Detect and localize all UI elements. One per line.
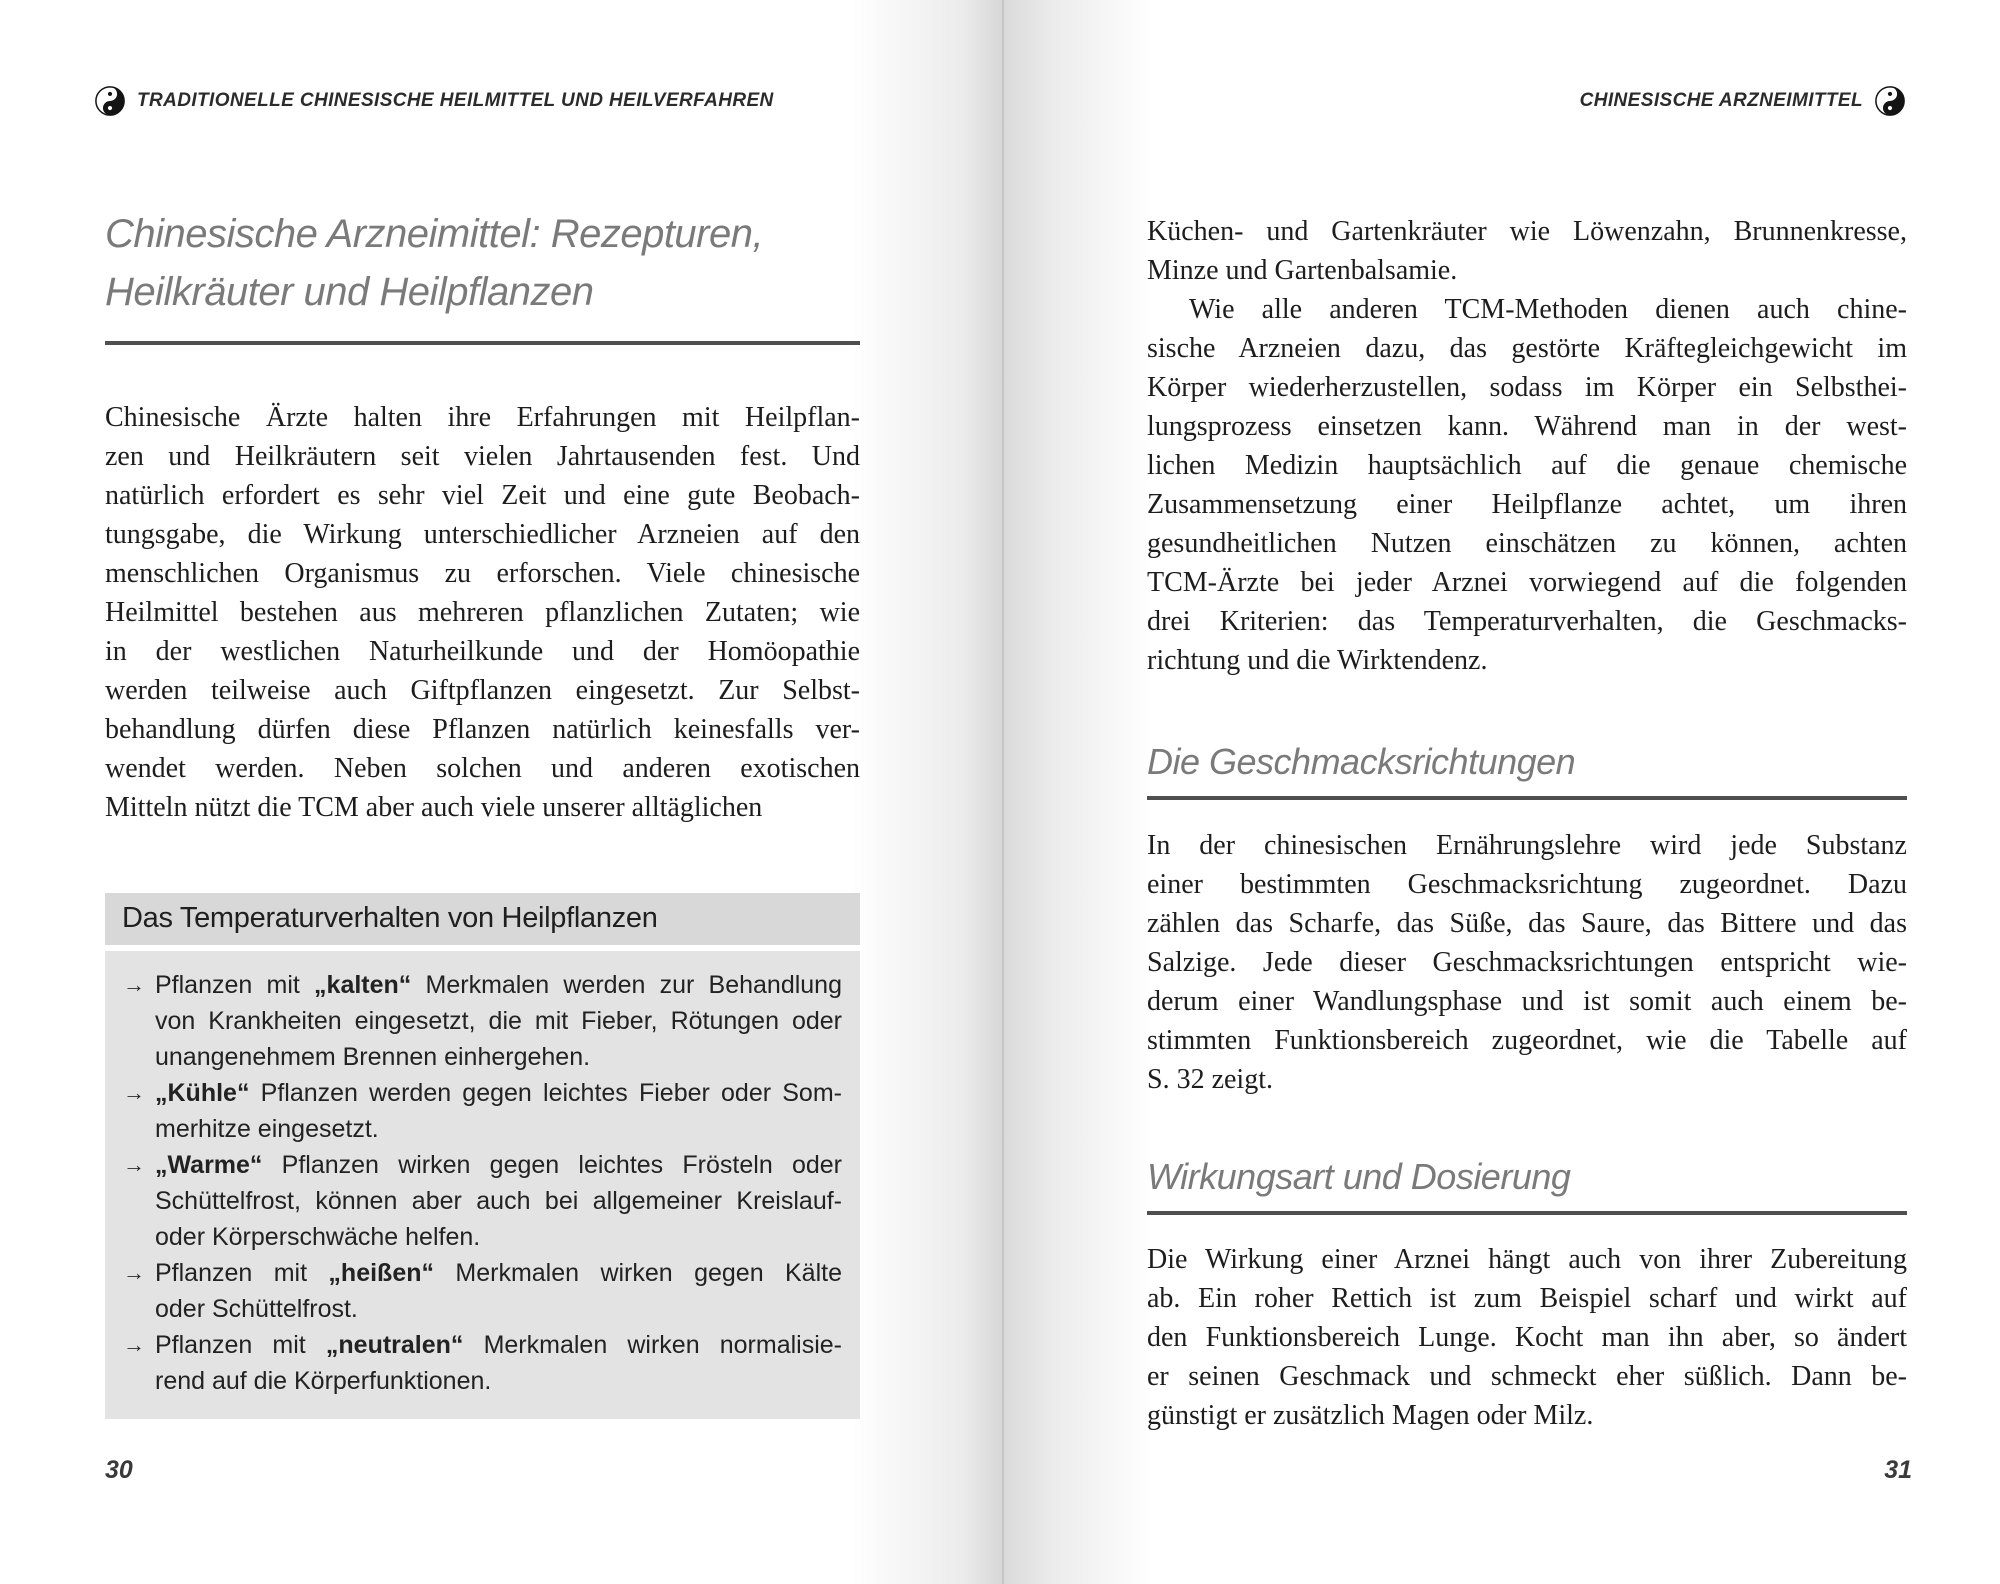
text-line: ab. Ein roher Rettich ist zum Beispiel scharf und wirkt auf: [1147, 1283, 1907, 1314]
arrow-icon: →: [123, 1260, 145, 1285]
text-line: Küchen- und Gartenkräuter wie Löwenzahn, Brunnenkresse,: [1147, 216, 1907, 247]
text-line: gesundheitlichen Nutzen einschätzen zu können, achten: [1147, 528, 1907, 559]
text-line: einer bestimmten Geschmacksrichtung zugeordnet. Dazu: [1147, 869, 1907, 900]
text-line: Zusammensetzung einer Heilpflanze achtet, um ihren: [1147, 489, 1907, 520]
text-line: drei Kriterien: das Temperaturverhalten, die Geschmacks-: [1147, 606, 1907, 637]
text-line: TCM-Ärzte bei jeder Arznei vorwiegend auf die folgenden: [1147, 567, 1907, 598]
text-line: In der chinesischen Ernährungslehre wird jede Substanz: [1147, 830, 1907, 861]
text-line: Pflanzen mit „kalten“ Merkmalen werden zur Behandlung: [155, 971, 842, 999]
text-line: Chinesische Ärzte halten ihre Erfahrungen mit Heilpflan-: [105, 402, 860, 433]
text-line: Mitteln nützt die TCM aber auch viele unserer alltäglichen: [105, 792, 763, 823]
body-paragraphs: [1147, 212, 1907, 680]
info-box-bullet: [121, 1147, 842, 1255]
text-line: tungsgabe, die Wirkung unterschiedlicher Arzneien auf den: [105, 519, 860, 550]
text-line: sische Arzneien dazu, das gestörte Kräftegleichgewicht im: [1147, 333, 1907, 364]
arrow-icon: →: [123, 1080, 145, 1105]
yin-yang-icon: [95, 86, 125, 116]
section-heading-geschmacksrichtungen: [1147, 740, 1907, 800]
text-line: Chinesische Arzneimittel: Rezepturen,: [105, 212, 764, 256]
section-heading-wirkungsart: [1147, 1155, 1907, 1215]
section-heading-label: Wirkungsart und Dosierung: [1147, 1156, 1571, 1197]
text-line: Minze und Gartenbalsamie.: [1147, 255, 1458, 286]
text-line: Pflanzen mit „neutralen“ Merkmalen wirken normalisie-: [155, 1331, 842, 1359]
text-line: zen und Heilkräutern seit vielen Jahrtausenden fest. Und: [105, 441, 860, 472]
text-line: natürlich erfordert es sehr viel Zeit und eine gute Beobach-: [105, 480, 860, 511]
text-line: Pflanzen mit „heißen“ Merkmalen wirken gegen Kälte: [155, 1259, 842, 1287]
info-box-header: [105, 893, 860, 945]
text-line: „Warme“ Pflanzen wirken gegen leichtes Frösteln oder: [155, 1151, 842, 1179]
running-head-right: [1580, 86, 1905, 116]
text-line: „Kühle“ Pflanzen werden gegen leichtes Fieber oder Som-: [155, 1079, 842, 1107]
text-line: Die Wirkung einer Arznei hängt auch von ihrer Zubereitung: [1147, 1244, 1907, 1275]
text-line: zählen das Scharfe, das Süße, das Saure, das Bittere und das: [1147, 908, 1907, 939]
text-line: Salzige. Jede dieser Geschmacksrichtungen entspricht wie-: [1147, 947, 1907, 978]
text-line: oder Körperschwäche helfen.: [155, 1223, 481, 1251]
text-line: Heilmittel bestehen aus mehreren pflanzlichen Zutaten; wie: [105, 597, 860, 628]
page-number-left: 30: [105, 1456, 133, 1484]
section-paragraph: [1147, 1240, 1907, 1435]
info-box-bullet: [121, 1327, 842, 1399]
text-line: lichen Medizin hauptsächlich auf die genaue chemische: [1147, 450, 1907, 481]
arrow-icon: →: [123, 972, 145, 997]
running-head-label: TRADITIONELLE CHINESISCHE HEILMITTEL UND HEILVERFAHREN: [137, 90, 774, 111]
text-line: S. 32 zeigt.: [1147, 1064, 1273, 1095]
yin-yang-icon: [1875, 86, 1905, 116]
text-line: behandlung dürfen diese Pflanzen natürlich keinesfalls ver-: [105, 714, 860, 745]
right-page: [1002, 0, 2000, 1584]
text-line: Wie alle anderen TCM-Methoden dienen auch chine-: [1189, 294, 1907, 325]
text-line: derum einer Wandlungsphase und ist somit auch einem be-: [1147, 986, 1907, 1017]
text-line: Schüttelfrost, können aber auch bei allgemeiner Kreislauf-: [155, 1187, 842, 1215]
info-box-bullet: [121, 1075, 842, 1147]
info-box-bullet: [121, 967, 842, 1075]
text-line: in der westlichen Naturheilkunde und der Homöopathie: [105, 636, 860, 667]
text-line: Körper wiederherzustellen, sodass im Körper ein Selbsthei-: [1147, 372, 1907, 403]
text-line: merhitze eingesetzt.: [155, 1115, 379, 1143]
text-line: von Krankheiten eingesetzt, die mit Fieber, Rötungen oder: [155, 1007, 842, 1035]
section-heading-label: Die Geschmacksrichtungen: [1147, 741, 1576, 782]
arrow-icon: →: [123, 1332, 145, 1357]
intro-paragraph: [105, 398, 860, 827]
text-line: oder Schüttelfrost.: [155, 1295, 358, 1323]
section-paragraph: [1147, 826, 1907, 1099]
text-line: stimmten Funktionsbereich zugeordnet, wie die Tabelle auf: [1147, 1025, 1907, 1056]
text-line: Heilkräuter und Heilpflanzen: [105, 270, 594, 314]
text-line: wendet werden. Neben solchen und anderen exotischen: [105, 753, 860, 784]
text-line: rend auf die Körperfunktionen.: [155, 1367, 492, 1395]
info-box-bullet: [121, 1255, 842, 1327]
arrow-icon: →: [123, 1152, 145, 1177]
text-line: den Funktionsbereich Lunge. Kocht man ihn aber, so ändert: [1147, 1322, 1907, 1353]
text-line: menschlichen Organismus zu erforschen. Viele chinesische: [105, 558, 860, 589]
info-box-body: [105, 951, 860, 1419]
text-line: richtung und die Wirktendenz.: [1147, 645, 1488, 676]
running-head-left: [95, 86, 774, 116]
body-paragraph: [1147, 212, 1907, 290]
text-line: er seinen Geschmack und schmeckt eher süßlich. Dann be-: [1147, 1361, 1907, 1392]
text-line: günstigt er zusätzlich Magen oder Milz.: [1147, 1400, 1594, 1431]
running-head-label: CHINESISCHE ARZNEIMITTEL: [1579, 90, 1863, 111]
text-line: werden teilweise auch Giftpflanzen eingesetzt. Zur Selbst-: [105, 675, 860, 706]
text-line: unangenehmem Brennen einhergehen.: [155, 1043, 591, 1071]
text-line: lungsprozess einsetzen kann. Während man in der west-: [1147, 411, 1907, 442]
info-box-title: Das Temperaturverhalten von Heilpflanzen: [122, 902, 658, 934]
page-number-right: 31: [1884, 1456, 1912, 1484]
info-box: [105, 893, 860, 1419]
body-paragraph: [1147, 290, 1907, 680]
page-title: [105, 205, 860, 345]
